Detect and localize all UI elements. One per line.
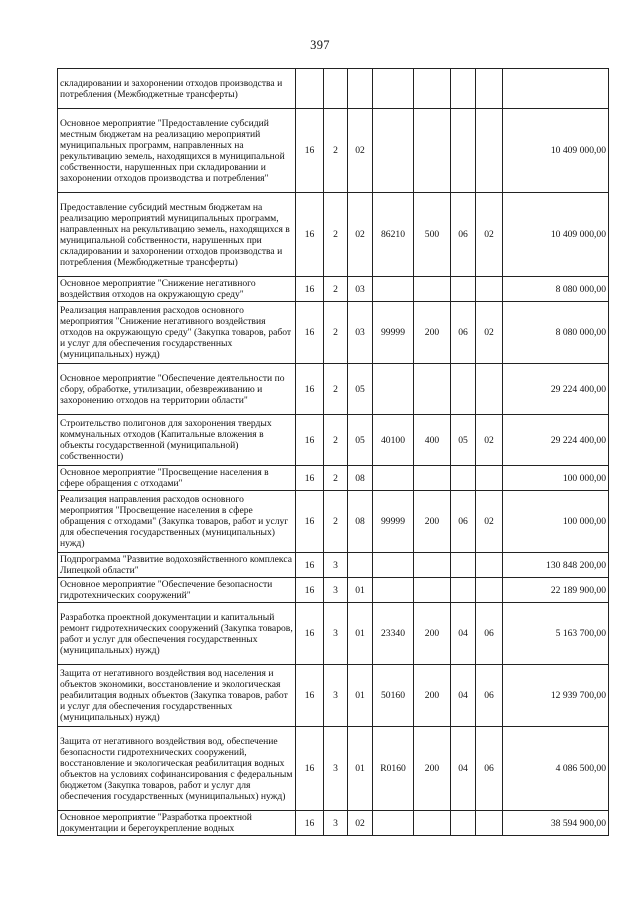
subprogram-code-cell [324, 69, 348, 109]
expense-type-cell: 400 [414, 415, 451, 466]
expense-direction-cell [373, 553, 414, 578]
subprogram-code-cell: 3 [324, 603, 348, 665]
subprogram-code-cell: 3 [324, 811, 348, 836]
expense-type-cell [414, 811, 451, 836]
subprogram-code-cell: 2 [324, 109, 348, 193]
subsection-code-cell: 02 [476, 193, 503, 277]
subsection-code-cell [476, 811, 503, 836]
table-row [58, 466, 609, 491]
section-code-cell: 05 [451, 415, 476, 466]
table-row [58, 193, 609, 277]
subprogram-code-cell: 3 [324, 578, 348, 603]
activity-code-cell: 02 [348, 193, 373, 277]
expense-type-cell: 200 [414, 665, 451, 727]
subsection-code-cell [476, 364, 503, 415]
expense-type-cell [414, 277, 451, 302]
amount-cell [503, 69, 609, 109]
subprogram-code-cell: 2 [324, 277, 348, 302]
section-code-cell [451, 109, 476, 193]
amount-cell: 100 000,00 [503, 491, 609, 553]
amount-cell: 29 224 400,00 [503, 415, 609, 466]
subprogram-code-cell: 2 [324, 302, 348, 364]
table-row [58, 727, 609, 811]
activity-code-cell: 01 [348, 603, 373, 665]
program-code-cell: 16 [296, 553, 324, 578]
row-name-cell: Основное мероприятие "Обеспечение безопасности гидротехнических сооружений" [58, 578, 296, 603]
table-row [58, 665, 609, 727]
expense-type-cell [414, 364, 451, 415]
page-number: 397 [310, 38, 330, 52]
table-row [58, 578, 609, 603]
activity-code-cell: 05 [348, 364, 373, 415]
expense-direction-cell [373, 277, 414, 302]
row-name-cell: Основное мероприятие "Предоставление субсидий местным бюджетам на реализацию мероприятий муниципальных программ, направленных на рекультивацию земель, находящихся в муниципальной собственности, нарушенных при складировании и захоронении отходов производства и потребления" [58, 109, 296, 193]
table-row [58, 364, 609, 415]
activity-code-cell: 02 [348, 109, 373, 193]
table-row [58, 491, 609, 553]
subsection-code-cell: 02 [476, 415, 503, 466]
activity-code-cell: 03 [348, 277, 373, 302]
expense-direction-cell [373, 466, 414, 491]
expense-type-cell [414, 109, 451, 193]
subprogram-code-cell: 2 [324, 466, 348, 491]
expense-direction-cell [373, 364, 414, 415]
section-code-cell [451, 69, 476, 109]
program-code-cell: 16 [296, 277, 324, 302]
expense-direction-cell: 86210 [373, 193, 414, 277]
subprogram-code-cell: 2 [324, 193, 348, 277]
budget-table [57, 68, 609, 836]
expense-type-cell [414, 69, 451, 109]
section-code-cell: 06 [451, 302, 476, 364]
row-name-cell: Основное мероприятие "Обеспечение деятельности по сбору, обработке, утилизации, обезвреживанию и захоронению отходов на территории области" [58, 364, 296, 415]
program-code-cell: 16 [296, 491, 324, 553]
subprogram-code-cell: 2 [324, 491, 348, 553]
program-code-cell: 16 [296, 466, 324, 491]
subsection-code-cell: 02 [476, 491, 503, 553]
activity-code-cell [348, 553, 373, 578]
subsection-code-cell: 06 [476, 603, 503, 665]
table-row [58, 109, 609, 193]
program-code-cell: 16 [296, 109, 324, 193]
table-row [58, 415, 609, 466]
amount-cell: 4 086 500,00 [503, 727, 609, 811]
expense-direction-cell: R0160 [373, 727, 414, 811]
section-code-cell [451, 578, 476, 603]
activity-code-cell: 01 [348, 665, 373, 727]
section-code-cell [451, 553, 476, 578]
table-row [58, 277, 609, 302]
row-name-cell: Предоставление субсидий местным бюджетам на реализацию мероприятий муниципальных программ, направленных на рекультивацию земель, находящихся в муниципальной собственности, нарушенных при складировании и захоронении отходов производства и потребления (Межбюджетные трансферты) [58, 193, 296, 277]
expense-direction-cell [373, 811, 414, 836]
row-name-cell: Подпрограмма "Развитие водохозяйственного комплекса Липецкой области" [58, 553, 296, 578]
activity-code-cell [348, 69, 373, 109]
subsection-code-cell [476, 553, 503, 578]
activity-code-cell: 01 [348, 578, 373, 603]
program-code-cell: 16 [296, 578, 324, 603]
program-code-cell: 16 [296, 193, 324, 277]
expense-type-cell: 200 [414, 491, 451, 553]
row-name-cell: Реализация направления расходов основного мероприятия "Просвещение населения в сфере обращения с отходами" (Закупка товаров, работ и услуг для обеспечения государственных (муниципальных) нужд) [58, 491, 296, 553]
expense-direction-cell [373, 69, 414, 109]
row-name-cell: Основное мероприятие "Просвещение населения в сфере обращения с отходами" [58, 466, 296, 491]
row-name-cell: Основное мероприятие "Разработка проектной документации и берегоукрепление водных [58, 811, 296, 836]
subsection-code-cell [476, 578, 503, 603]
expense-direction-cell: 23340 [373, 603, 414, 665]
table-row [58, 553, 609, 578]
expense-type-cell: 200 [414, 302, 451, 364]
activity-code-cell: 08 [348, 491, 373, 553]
subsection-code-cell: 02 [476, 302, 503, 364]
row-name-cell: Основное мероприятие "Снижение негативного воздействия отходов на окружающую среду" [58, 277, 296, 302]
section-code-cell [451, 277, 476, 302]
amount-cell: 10 409 000,00 [503, 109, 609, 193]
program-code-cell: 16 [296, 415, 324, 466]
subsection-code-cell: 06 [476, 727, 503, 811]
subprogram-code-cell: 3 [324, 553, 348, 578]
row-name-cell: Защита от негативного воздействия вод, обеспечение безопасности гидротехнических сооружений, восстановление и экологическая реабилитация водных объектов на условиях софинансирования с федеральным бюджетом (Закупка товаров, работ и услуг для обеспечения государственных (муниципальных) нужд) [58, 727, 296, 811]
program-code-cell: 16 [296, 811, 324, 836]
program-code-cell: 16 [296, 665, 324, 727]
subprogram-code-cell: 3 [324, 665, 348, 727]
amount-cell: 10 409 000,00 [503, 193, 609, 277]
activity-code-cell: 03 [348, 302, 373, 364]
expense-type-cell: 500 [414, 193, 451, 277]
section-code-cell: 04 [451, 665, 476, 727]
table-body [58, 69, 609, 836]
table-row [58, 811, 609, 836]
section-code-cell [451, 466, 476, 491]
subprogram-code-cell: 2 [324, 364, 348, 415]
activity-code-cell: 01 [348, 727, 373, 811]
subsection-code-cell [476, 466, 503, 491]
subsection-code-cell: 06 [476, 665, 503, 727]
expense-direction-cell: 99999 [373, 491, 414, 553]
program-code-cell: 16 [296, 364, 324, 415]
row-name-cell: складировании и захоронении отходов производства и потребления (Межбюджетные трансферты) [58, 69, 296, 109]
program-code-cell [296, 69, 324, 109]
amount-cell: 38 594 900,00 [503, 811, 609, 836]
section-code-cell: 04 [451, 727, 476, 811]
row-name-cell: Защита от негативного воздействия вод населения и объектов экономики, восстановление и экологическая реабилитация водных объектов (Закупка товаров, работ и услуг для обеспечения государственных (муниципальных) нужд) [58, 665, 296, 727]
table-row [58, 302, 609, 364]
amount-cell: 100 000,00 [503, 466, 609, 491]
activity-code-cell: 08 [348, 466, 373, 491]
expense-type-cell [414, 578, 451, 603]
program-code-cell: 16 [296, 727, 324, 811]
expense-type-cell [414, 466, 451, 491]
subprogram-code-cell: 3 [324, 727, 348, 811]
program-code-cell: 16 [296, 302, 324, 364]
table-row [58, 69, 609, 109]
row-name-cell: Разработка проектной документации и капитальный ремонт гидротехнических сооружений (Закупка товаров, работ и услуг для обеспечения государственных (муниципальных) нужд) [58, 603, 296, 665]
amount-cell: 130 848 200,00 [503, 553, 609, 578]
row-name-cell: Строительство полигонов для захоронения твердых коммунальных отходов (Капитальные вложения в объекты государственной (муниципальной) собственности) [58, 415, 296, 466]
subsection-code-cell [476, 277, 503, 302]
subsection-code-cell [476, 69, 503, 109]
expense-direction-cell: 99999 [373, 302, 414, 364]
amount-cell: 8 080 000,00 [503, 302, 609, 364]
section-code-cell: 04 [451, 603, 476, 665]
amount-cell: 22 189 900,00 [503, 578, 609, 603]
subsection-code-cell [476, 109, 503, 193]
expense-direction-cell [373, 578, 414, 603]
subprogram-code-cell: 2 [324, 415, 348, 466]
section-code-cell [451, 811, 476, 836]
expense-direction-cell [373, 109, 414, 193]
section-code-cell: 06 [451, 491, 476, 553]
row-name-cell: Реализация направления расходов основного мероприятия "Снижение негативного воздействия отходов на окружающую среду" (Закупка товаров, работ и услуг для обеспечения государственных (муниципальных) нужд) [58, 302, 296, 364]
section-code-cell [451, 364, 476, 415]
expense-direction-cell: 50160 [373, 665, 414, 727]
amount-cell: 5 163 700,00 [503, 603, 609, 665]
activity-code-cell: 02 [348, 811, 373, 836]
activity-code-cell: 05 [348, 415, 373, 466]
amount-cell: 12 939 700,00 [503, 665, 609, 727]
expense-type-cell [414, 553, 451, 578]
expense-type-cell: 200 [414, 727, 451, 811]
table-row [58, 603, 609, 665]
expense-direction-cell: 40100 [373, 415, 414, 466]
amount-cell: 29 224 400,00 [503, 364, 609, 415]
program-code-cell: 16 [296, 603, 324, 665]
amount-cell: 8 080 000,00 [503, 277, 609, 302]
expense-type-cell: 200 [414, 603, 451, 665]
section-code-cell: 06 [451, 193, 476, 277]
